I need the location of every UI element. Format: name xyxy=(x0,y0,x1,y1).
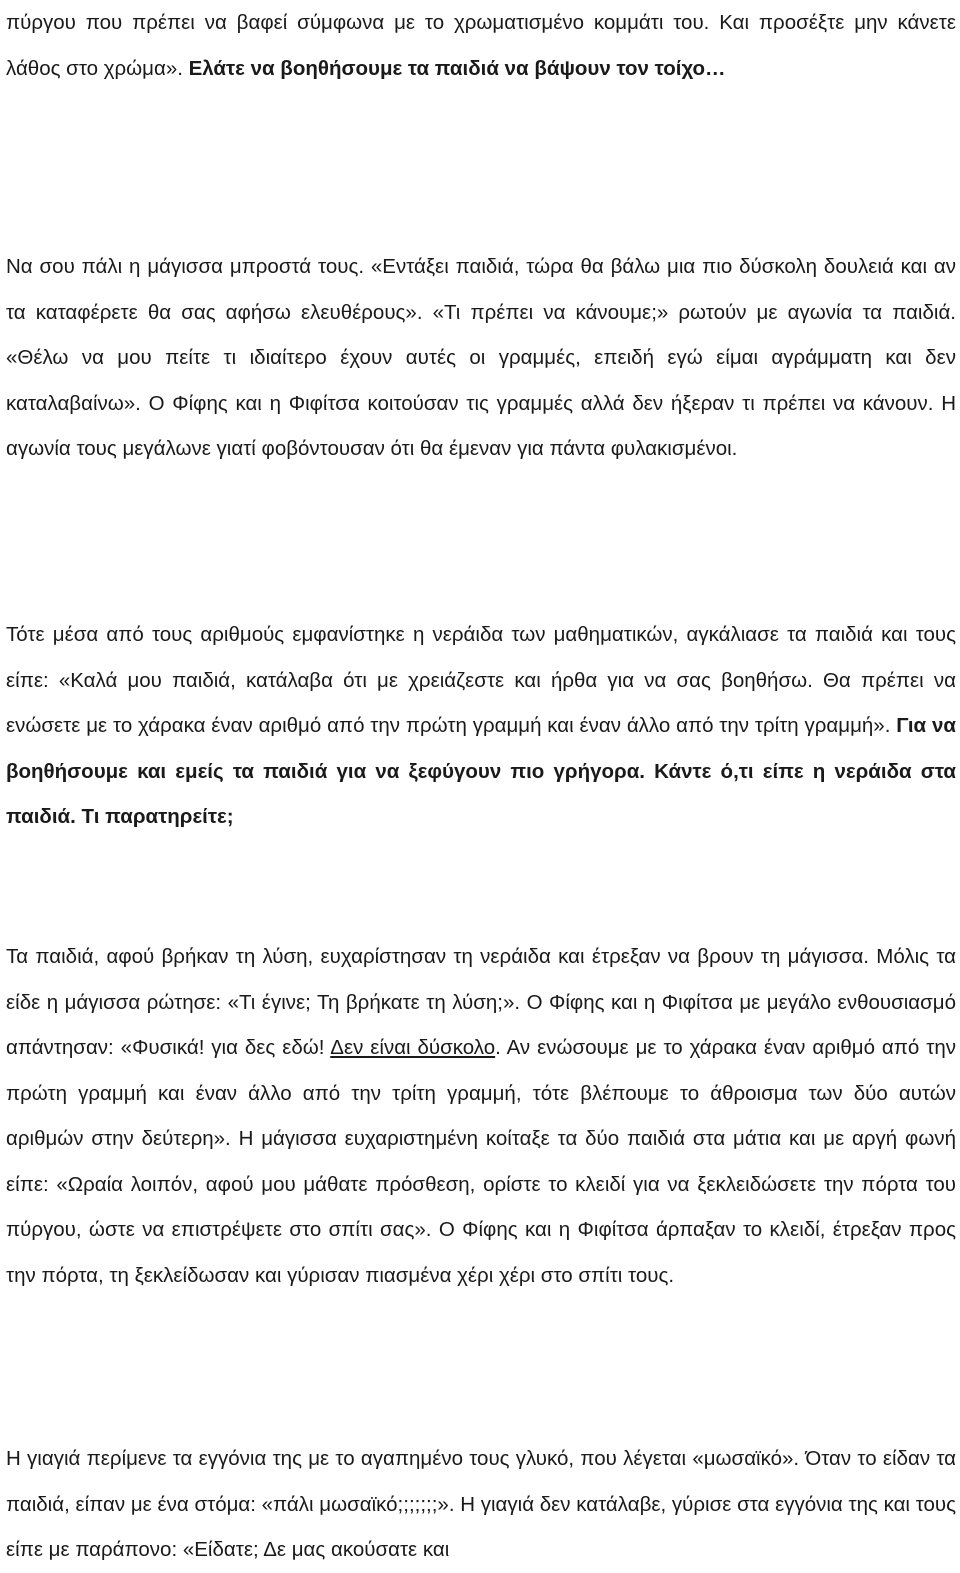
paragraph-witch-task: Να σου πάλι η μάγισσα μπροστά τους. «Εντάξει παιδιά, τώρα θα βάλω μια πιο δύσκολη δουλειά και αν τα καταφέρετε θα σας αφήσω ελευθέρους». «Τι πρέπει να κάνουμε;» ρωτούν με αγωνία τα παιδιά. «Θέλω να μου πείτε τι ιδιαίτερο έχουν αυτές οι γραμμές, επειδή εγώ είμαι αγράμματη και δεν καταλαβαίνω». Ο Φίφης και η Φιφίτσα κοιτούσαν τις γραμμές αλλά δεν ήξεραν τι πρέπει να κάνουν. Η αγωνία τους μεγάλωνε γιατί φοβόντουσαν ότι θα έμεναν για πάντα φυλακισμένοι. xyxy=(6,255,956,460)
paragraph-text: . Αν ενώσουμε με το χάρακα έναν αριθμό από την πρώτη γραμμή και έναν άλλο από την τρίτη γραμμή, τότε βλέπουμε το άθροισμα των δύο αυτών αριθμών στην δεύτερη». Η μάγισσα ευχαριστημένη κοίταξε τα δύο παιδιά στα μάτια και με αργή φωνή είπε: «Ωραία λοιπόν, αφού μου μάθατε πρόσθεση, ορίστε το κλειδί για να ξεκλειδώσετε την πόρτα του πύργου, ώστε να επιστρέψετε στο σπίτι σας». Ο Φίφης και η Φιφίτσα άρπαξαν το κλειδί, έτρεξαν προς την πόρτα, τη ξεκλείδωσαν και γύρισαν πιασμένα χέρι χέρι στο σπίτι τους. xyxy=(6,1036,956,1287)
paragraph-text: Τότε μέσα από τους αριθμούς εμφανίστηκε η νεράιδα των μαθηματικών, αγκάλιασε τα παιδιά και τους είπε: «Καλά μου παιδιά, κατάλαβα ότι με χρειάζεστε και ήρθα για να σας βοηθήσω. Θα πρέπει να ενώσετε με το χάρακα έναν αριθμό από την πρώτη γραμμή και έναν άλλο από την τρίτη γραμμή». xyxy=(6,623,956,737)
paragraph-solution xyxy=(6,934,956,1298)
paragraph-text: Τα παιδιά, αφού βρήκαν τη λύση, ευχαρίστησαν τη νεράιδα και έτρεξαν να βρουν τη μάγισσα. Μόλις τα είδε η μάγισσα ρώτησε: «Τι έγινε; Τη βρήκατε τη λύση;». Ο Φίφης και η Φιφίτσα με μεγάλο ενθουσιασμό απάντησαν: «Φυσικά! για δες εδώ! xyxy=(6,945,956,1059)
paragraph-text: πύργου που πρέπει να βαφεί σύμφωνα με το χρωματισμένο κομμάτι του. Και προσέξτε μην κάνετε λάθος στο χρώμα». xyxy=(6,11,956,80)
paragraph-grandmother: Η γιαγιά περίμενε τα εγγόνια της με το αγαπημένο τους γλυκό, που λέγεται «μωσαϊκό». Όταν το είδαν τα παιδιά, είπαν με ένα στόμα: «πάλι μωσαϊκό;;;;;;;». Η γιαγιά δεν κατάλαβε, γύρισε στα εγγόνια της και τους είπε με παράπονο: «Είδατε; Δε μας ακούσατε και xyxy=(6,1447,956,1561)
instruction-bold: Για να βοηθήσουμε και εμείς τα παιδιά για να ξεφύγουν πιο γρήγορα. Κάντε ό,τι είπε η νεράιδα στα παιδιά. Τι παρατηρείτε; xyxy=(6,714,956,828)
paragraph-tower-wall xyxy=(6,0,956,91)
underlined-phrase: Δεν είναι δύσκολο xyxy=(330,1036,496,1059)
paragraph-fairy xyxy=(6,612,956,840)
instruction-bold: Ελάτε να βοηθήσουμε τα παιδιά να βάψουν τον τοίχο… xyxy=(188,56,726,80)
